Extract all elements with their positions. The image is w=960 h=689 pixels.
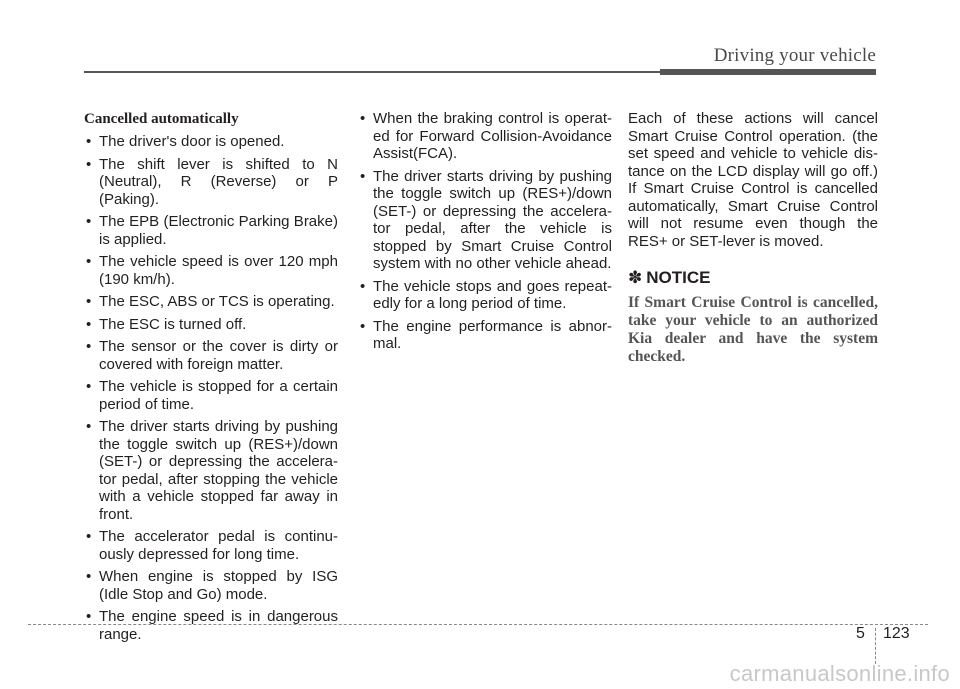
list-item: • The vehicle speed is over 120 mph (190 km/h). (86, 253, 338, 288)
bullet-icon: • (86, 253, 92, 270)
bullet-icon: • (86, 608, 92, 625)
header-rule (84, 71, 664, 73)
left-bullet-list (84, 133, 338, 643)
cancel-explanation-paragraph: Each of these actions will cancel Smart Cruise Control operation. (the set speed and vehicle to vehicle dis-tance on the LCD display will go off.) If Smart Cruise Control is cancelled automatically, Smart Cruise Control will not resume even though the RES+ or SET-lever is moved. (628, 110, 878, 250)
list-item: • The vehicle stops and goes repeat-edly for a long period of time. (360, 277, 612, 312)
bullet-icon: • (360, 167, 366, 185)
bullet-icon: • (86, 378, 92, 395)
notice-title: NOTICE (646, 268, 711, 287)
notice-body: If Smart Cruise Control is cancelled, take your vehicle to an authorized Kia dealer and have the system checked. (628, 294, 878, 365)
bullet-icon: • (86, 155, 92, 173)
bullet-icon: • (86, 528, 92, 545)
left-column (84, 110, 338, 648)
list-item: • The driver starts driving by pushing the toggle switch up (RES+)/down (SET-) or depressing the accelera-tor pedal, after the vehicle is stopped by Smart Cruise Control system with no other vehicle ahead. (360, 167, 612, 272)
list-item: • The ESC is turned off. (86, 315, 247, 333)
bullet-icon: • (360, 277, 366, 295)
chapter-number: 5 (856, 625, 865, 642)
list-item: • The engine performance is abnor-mal. (360, 317, 612, 352)
watermark: carmanualsonline.info (729, 661, 950, 686)
subheading-cancelled-automatically: Cancelled automatically (84, 111, 239, 127)
list-item: • The accelerator pedal is continu-ously depressed for long time. (86, 528, 338, 563)
list-item: • The EPB (Electronic Parking Brake) is applied. (86, 213, 338, 248)
bullet-icon: • (86, 315, 92, 333)
bullet-icon: • (360, 317, 366, 335)
list-item: • When engine is stopped by ISG (Idle Stop and Go) mode. (86, 568, 338, 603)
middle-bullet-list (358, 110, 612, 353)
notice-heading (628, 268, 878, 288)
list-item: • The shift lever is shifted to N (Neutral), R (Reverse) or P (Paking). (86, 155, 338, 208)
bullet-icon: • (86, 213, 92, 230)
bullet-icon: • (86, 293, 92, 310)
page-number: 123 (883, 625, 910, 642)
right-column (628, 110, 878, 366)
list-item: • The driver starts driving by pushing the toggle switch up (RES+)/down (SET-) or depressing the accelera-tor pedal, after stopping the vehicle with a vehicle stopped far away in front. (86, 418, 338, 523)
list-item: • The engine speed is in dangerous range. (86, 608, 338, 643)
footer-rule (28, 624, 928, 625)
list-item: • When the braking control is operat-ed for Forward Collision-Avoidance Assist(FCA). (360, 110, 612, 162)
bullet-icon: • (86, 133, 92, 150)
list-item: • The sensor or the cover is dirty or covered with foreign matter. (86, 338, 338, 373)
section-title: Driving your vehicle (713, 45, 876, 66)
bullet-icon: • (86, 338, 92, 355)
bullet-icon: • (86, 568, 92, 585)
bullet-icon: • (360, 110, 366, 127)
notice-asterisk-icon: ✽ (628, 268, 643, 287)
middle-column (358, 110, 612, 358)
list-item: • The vehicle is stopped for a certain period of time. (86, 378, 338, 413)
page-number-divider (875, 628, 876, 664)
header-rule-accent (660, 69, 876, 75)
list-item: • The ESC, ABS or TCS is operating. (86, 293, 335, 310)
bullet-icon: • (86, 418, 92, 435)
list-item: • The driver's door is opened. (86, 133, 285, 150)
